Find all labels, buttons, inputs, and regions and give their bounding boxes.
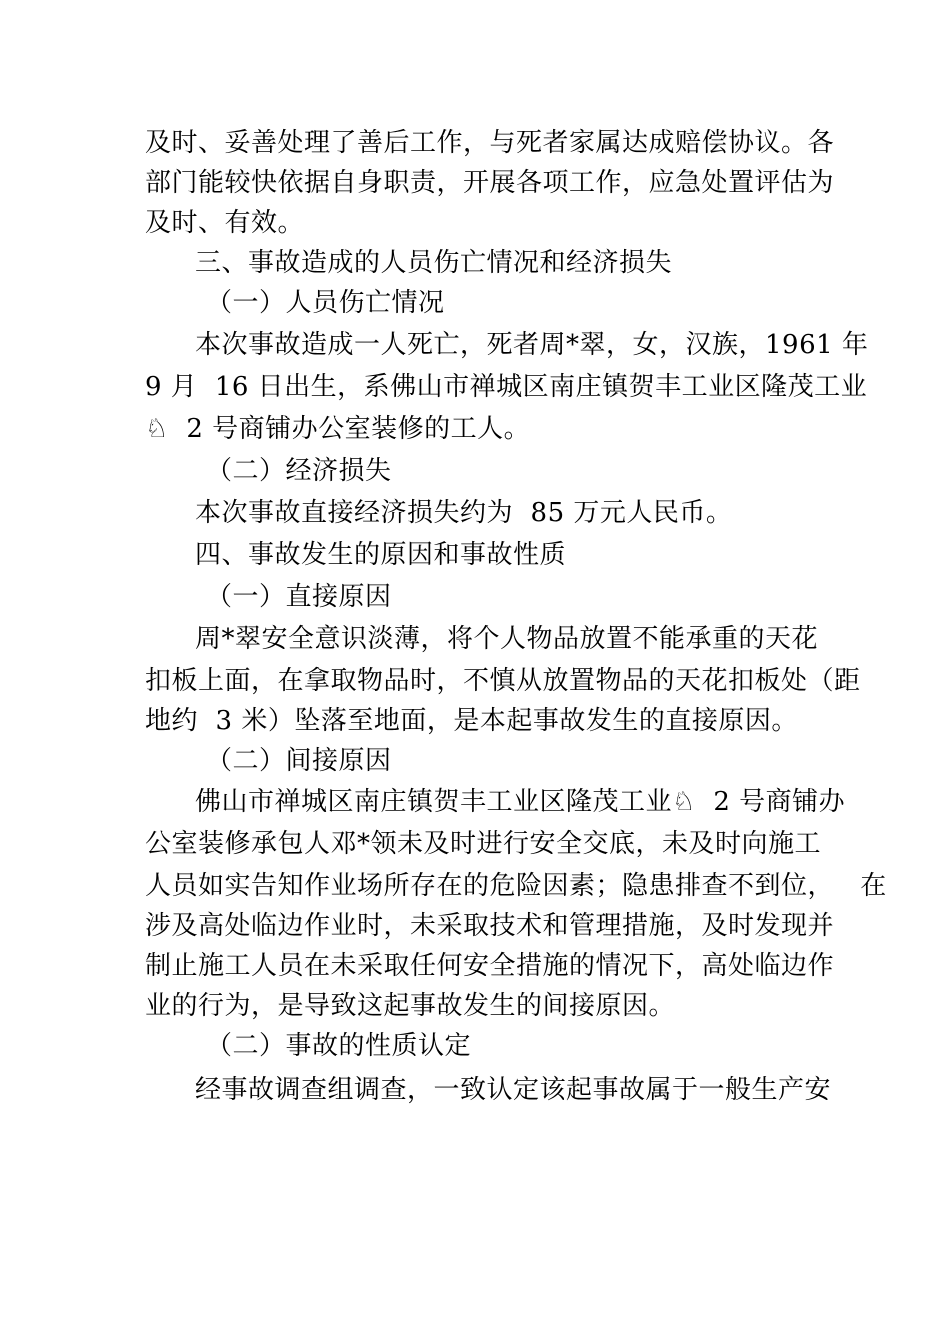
paragraph-line: 经事故调查组调查，一致认定该起事故属于一般生产安 [195,1075,832,1105]
paragraph-line: 及时、妥善处理了善后工作，与死者家属达成赔偿协议。各 [145,128,835,158]
paragraph-line: 部门能较快依据自身职责，开展各项工作，应急处置评估为 [145,168,835,198]
paragraph-line: 制止施工人员在未采取任何安全措施的情况下，高处临边作 [145,951,835,981]
subsection-heading: （一）直接原因 [206,582,392,612]
section-heading: 三、事故造成的人员伤亡情况和经济损失 [195,248,673,278]
paragraph-line: ♘ 2 号商铺办公室装修的工人。 [145,414,531,444]
subsection-heading: （二）间接原因 [206,746,392,776]
paragraph-line: 地约 3 米）坠落至地面，是本起事故发生的直接原因。 [145,706,798,736]
paragraph-line: 佛山市禅城区南庄镇贺丰工业区隆茂工业♘ 2 号商铺办 [195,787,846,817]
paragraph-line: 人员如实告知作业场所存在的危险因素；隐患排查不到位， 在 [145,871,887,901]
paragraph-line: 及时、有效。 [145,208,305,238]
paragraph-line: 本次事故造成一人死亡，死者周*翠，女，汉族，1961 年 [195,330,869,360]
paragraph-line: 9 月 16 日出生，系佛山市禅城区南庄镇贺丰工业区隆茂工业 [145,372,868,402]
subsection-heading: （二）事故的性质认定 [206,1031,472,1061]
section-heading: 四、事故发生的原因和事故性质 [195,540,567,570]
subsection-heading: （一）人员伤亡情况 [206,288,445,318]
subsection-heading: （二）经济损失 [206,456,392,486]
paragraph-line: 周*翠安全意识淡薄，将个人物品放置不能承重的天花 [195,624,819,654]
paragraph-line: 涉及高处临边作业时，未采取技术和管理措施，及时发现并 [145,911,835,941]
paragraph-line: 业的行为，是导致这起事故发生的间接原因。 [145,991,676,1021]
paragraph-line: 公室装修承包人邓*领未及时进行安全交底，未及时向施工 [145,829,822,859]
paragraph-line: 本次事故直接经济损失约为 85 万元人民币。 [195,498,733,528]
paragraph-line: 扣板上面，在拿取物品时，不慎从放置物品的天花扣板处（距 [145,666,861,696]
